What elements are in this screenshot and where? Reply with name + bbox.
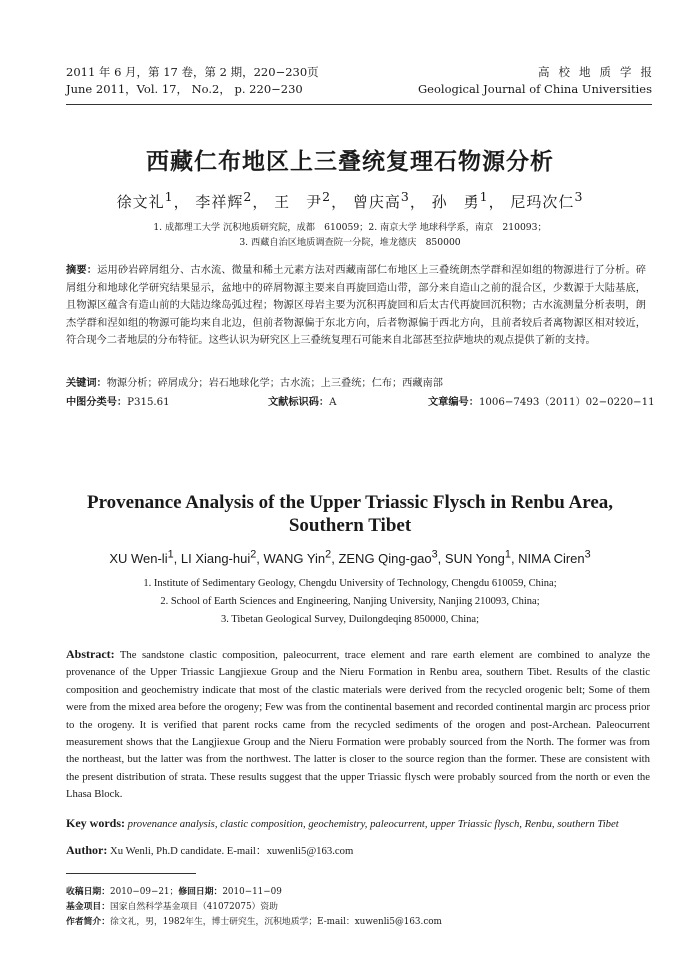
- english-keywords: [66, 816, 650, 831]
- author-note: [66, 843, 650, 858]
- keywords-text-en: provenance analysis, clastic composition, geochemistry, paleocurrent, upper Triassic flysch, Renbu, southern Tibet: [127, 818, 619, 830]
- chinese-affiliation-line-1: 1. 成都理工大学 沉积地质研究院，成都 610059；2. 南京大学 地球科学系，南京 210093；: [153, 222, 547, 233]
- english-title: Provenance Analysis of the Upper Triassic Flysch in Renbu Area, Southern Tibet: [86, 492, 614, 536]
- en-author-4: ZENG Qing-gao$^3$,: [338, 549, 445, 567]
- en-author-6: NIMA Ciren$^3$: [518, 549, 591, 567]
- english-affiliation-2: 2. School of Earth Sciences and Engineering, Nanjing University, Nanjing 210093, China;: [160, 596, 540, 607]
- author-1: 徐文礼$^1$，: [116, 189, 190, 211]
- footnote-fund: 基金项目：国家自然科学基金项目（41072075）资助: [66, 902, 278, 912]
- english-authors: [0, 549, 700, 566]
- abstract-text-cn: 运用砂岩碎屑组分、古水流、微量和稀土元素方法对西藏南部仁布地区上三叠统朗杰学群和涅如组的物源进行了分析。碎屑组分和地球化学研究结果显示，盆地中的碎屑物源主要来自再旋回造山带，部分来自造山之前的混合区，少数源于大陆基底，且物源区蕴含有造山前的大陆边缘岛弧过程；物源区母岩主要为沉积再旋回和后太古代再旋回沉积物；古水流测量分析表明，朗杰学群和涅如组的物源可能均来自北边，但前者物源偏于东北方向，后者物源偏于西北方向，且前者较后者离物源区相对较近，符合现今二者地层的分布特征。这些认识为研究区上三叠统复理石可能来自北部甚至拉萨地块的观点提供了新的支持。: [66, 265, 647, 346]
- issue-info: [66, 64, 319, 98]
- keywords-label-en: Key words:: [66, 816, 125, 830]
- en-author-5: SUN Yong$^1$,: [444, 549, 519, 567]
- journal-name: [417, 64, 661, 98]
- author-label-en: Author:: [66, 843, 108, 857]
- footnote-bio: 作者简介：徐文礼，男，1982年生，博士研究生，沉积地质学；E-mail：xuwenli5@163.com: [66, 917, 442, 927]
- chinese-title: 西藏仁布地区上三叠统复理石物源分析: [146, 149, 554, 175]
- author-2: 李祥辉$^2$，: [195, 189, 269, 211]
- footnote-rule: [66, 873, 196, 874]
- journal-name-cn: 高校地质学报: [538, 65, 661, 79]
- article-number: 文章编号：1006−7493（2011）02−0220−11: [428, 397, 655, 408]
- clc-number: 中图分类号：P315.61: [66, 397, 170, 408]
- document-code: 文献标识码：A: [268, 397, 337, 408]
- journal-name-en: Geological Journal of China Universities: [417, 82, 652, 96]
- running-header: [66, 64, 661, 104]
- classification-line: [66, 393, 655, 409]
- issue-info-en: June 2011，Vol. 17， No.2， p. 220−230: [66, 82, 303, 96]
- issue-info-cn: 2011 年 6 月，第 17 卷，第 2 期，220−230页: [66, 65, 319, 79]
- keywords-text-cn: 物源分析；碎屑成分；岩石地球化学；古水流；上三叠统；仁布；西藏南部: [106, 378, 443, 389]
- chinese-affiliation-line-2: 3. 西藏自治区地质调查院一分院，堆龙德庆 850000: [239, 237, 461, 248]
- abstract-text-en: The sandstone clastic composition, paleocurrent, trace element and rare earth element are combined to analyze the provenance of the Upper Triassic Langjiexue Group and the Nieru Formation in Renbu area, southern Tibet. Results of the clastic composition and geochemistry indicate that most of the clastic materials were derived from the recycled orogenic belt; Some of them were from the mixed area before the orogeny; Few was from the continental basement and recorded continental margin arc process prior to the orogeny. It is verified that parent rocks came from the recycled sediments of the orogen and post-Archean. Paleocurrent measurement shows that the Langjiexue Group and the Nieru Formation were probably sourced from the North. The former was from the northeast, but the latter was from the northwest. The latter is closer to the source region than the former. These are consistent with the present distribution of strata. These results suggest that the upper Triassic flysch were probably sourced from the north or even the Lhasa Block.: [66, 649, 651, 801]
- english-affiliation-1: 1. Institute of Sedimentary Geology, Chengdu University of Technology, Chengdu 610059, China;: [143, 578, 557, 589]
- en-author-3: WANG Yin$^2$,: [263, 549, 339, 567]
- english-abstract: [66, 646, 650, 804]
- en-author-2: LI Xiang-hui$^2$,: [180, 549, 264, 567]
- author-5: 孙 勇$^1$，: [431, 189, 505, 211]
- chinese-authors: [0, 189, 700, 212]
- author-3: 王 尹$^2$，: [274, 189, 348, 211]
- abstract-label-en: Abstract:: [66, 647, 115, 661]
- keywords-label-cn: 关键词：: [66, 378, 107, 389]
- author-6: 尼玛次仁$^3$: [510, 189, 584, 211]
- chinese-abstract: [66, 262, 646, 350]
- en-author-1: XU Wen-$li^1$,: [109, 549, 181, 567]
- header-rule: [66, 104, 652, 105]
- chinese-keywords: [66, 374, 646, 389]
- author-4: 曾庆高$^3$，: [352, 189, 426, 211]
- footnote-dates: 收稿日期：2010−09−21；修回日期：2010−11−09: [66, 887, 282, 897]
- author-text-en: Xu Wenli, Ph.D candidate. E-mail：xuwenli5@163.com: [110, 845, 354, 857]
- english-affiliation-3: 3. Tibetan Geological Survey, Duilongdeqing 850000, China;: [220, 614, 479, 625]
- abstract-label-cn: 摘要：: [66, 265, 98, 276]
